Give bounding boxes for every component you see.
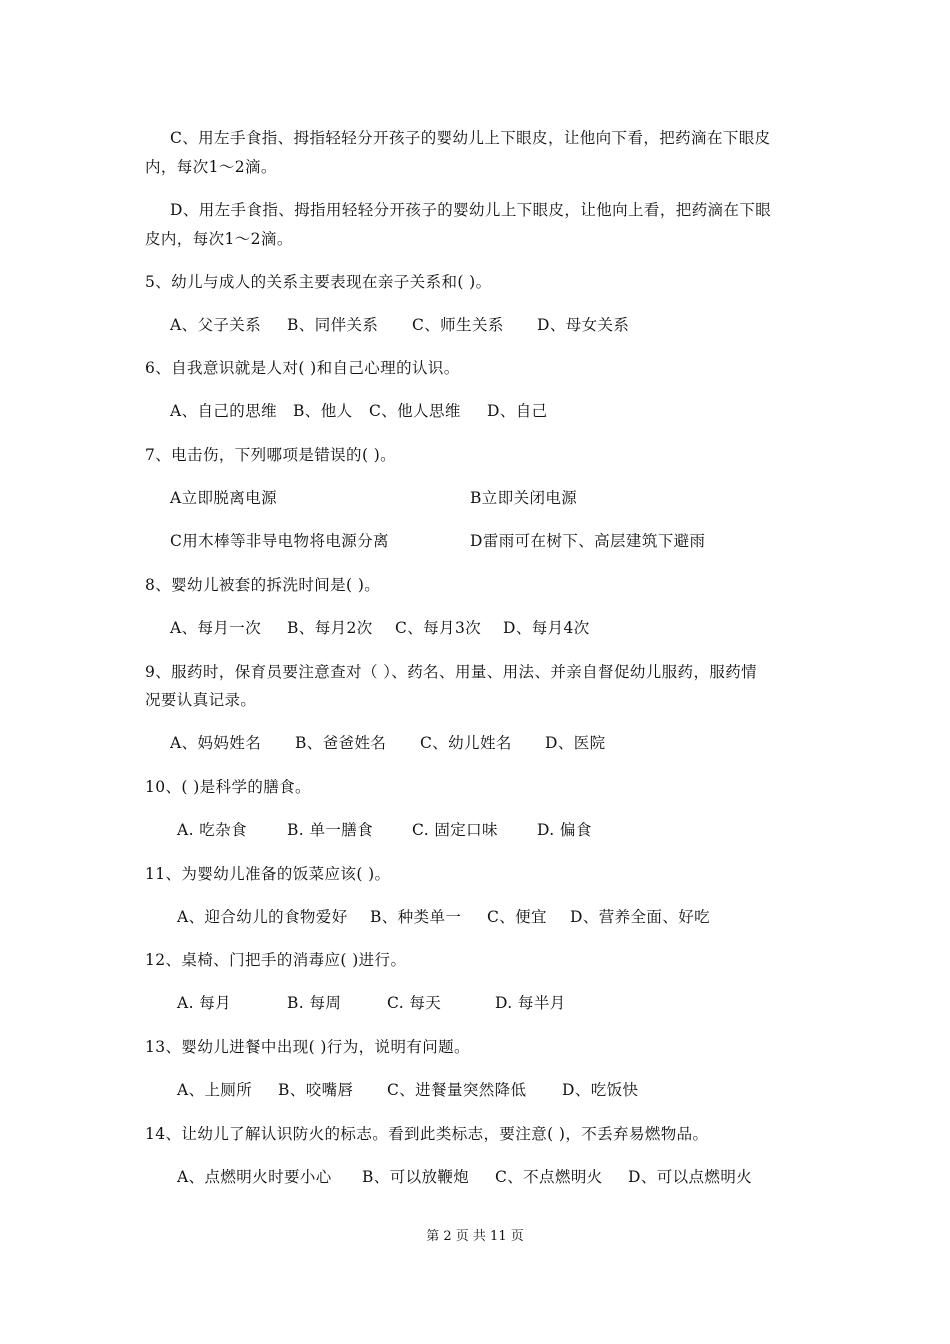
q10-option-a: A. 吃杂食	[177, 821, 247, 839]
q4-option-c-line1: C、用左手食指、拇指轻轻分开孩子的婴幼儿上下眼皮，让他向下看，把药滴在下眼皮	[170, 129, 771, 147]
q11-option-c: C、便宜	[487, 908, 547, 926]
q4-option-c-line2: 内，每次1～2滴。	[145, 158, 277, 176]
q4-option-d-line1: D、用左手食指、拇指用轻轻分开孩子的婴幼儿上下眼皮，让他向上看，把药滴在下眼	[170, 201, 772, 219]
q6-option-a: A、自己的思维	[170, 402, 277, 420]
q14-stem: 14、让幼儿了解认识防火的标志。看到此类标志，要注意( )，不丢弃易燃物品。	[145, 1125, 709, 1143]
q9-stem-line2: 况要认真记录。	[145, 691, 257, 709]
q6-option-c: C、他人思维	[369, 402, 461, 420]
q7-stem: 7、电击伤，下列哪项是错误的( )。	[145, 446, 397, 464]
q8-stem: 8、婴幼儿被套的拆洗时间是( )。	[145, 576, 381, 594]
q12-option-c: C. 每天	[387, 994, 442, 1012]
q14-option-b: B、可以放鞭炮	[362, 1168, 470, 1186]
q5-option-d: D、母女关系	[537, 316, 630, 334]
q10-option-c: C. 固定口味	[412, 821, 498, 839]
q6-option-b: B、他人	[293, 402, 353, 420]
q14-option-a: A、点燃明火时要小心	[177, 1168, 332, 1186]
q11-option-b: B、种类单一	[370, 908, 462, 926]
q9-option-c: C、幼儿姓名	[420, 734, 512, 752]
q12-option-b: B. 每周	[287, 994, 342, 1012]
q5-option-c: C、师生关系	[412, 316, 504, 334]
q11-option-d: D、营养全面、好吃	[570, 908, 711, 926]
q5-option-a: A、父子关系	[170, 316, 262, 334]
q13-option-c: C、进餐量突然降低	[387, 1081, 527, 1099]
q9-option-b: B、爸爸姓名	[295, 734, 387, 752]
q13-stem: 13、婴幼儿进餐中出现( )行为，说明有问题。	[145, 1038, 470, 1056]
q12-option-d: D. 每半月	[495, 994, 566, 1012]
q10-option-b: B. 单一膳食	[287, 821, 374, 839]
q12-option-a: A. 每月	[177, 994, 232, 1012]
q8-option-a: A、每月一次	[170, 619, 262, 637]
q13-option-d: D、吃饭快	[562, 1081, 639, 1099]
q10-option-d: D. 偏食	[537, 821, 592, 839]
q12-stem: 12、桌椅、门把手的消毒应( )进行。	[145, 951, 407, 969]
q6-stem: 6、自我意识就是人对( )和自己心理的认识。	[145, 359, 460, 377]
q7-option-b: B立即关闭电源	[470, 489, 578, 507]
q7-option-c: C用木棒等非导电物将电源分离	[170, 532, 389, 550]
q5-stem: 5、幼儿与成人的关系主要表现在亲子关系和( )。	[145, 273, 492, 291]
q9-option-a: A、妈妈姓名	[170, 734, 262, 752]
q8-option-b: B、每月2次	[287, 619, 373, 637]
q4-option-d-line2: 皮内，每次1～2滴。	[145, 230, 293, 248]
page-footer: 第 2 页 共 11 页	[426, 1229, 524, 1244]
q10-stem: 10、( )是科学的膳食。	[145, 778, 311, 796]
q7-option-a: A立即脱离电源	[170, 489, 277, 507]
q8-option-d: D、每月4次	[503, 619, 590, 637]
q6-option-d: D、自己	[487, 402, 548, 420]
q9-stem-line1: 9、服药时，保育员要注意查对（ ）、药名、用量、用法、并亲自督促幼儿服药，服药情	[145, 663, 758, 681]
q8-option-c: C、每月3次	[395, 619, 482, 637]
q13-option-a: A、上厕所	[177, 1081, 253, 1099]
q13-option-b: B、咬嘴唇	[278, 1081, 354, 1099]
q9-option-d: D、医院	[545, 734, 606, 752]
q5-option-b: B、同伴关系	[287, 316, 379, 334]
q14-option-d: D、可以点燃明火	[628, 1168, 753, 1186]
q7-option-d: D雷雨可在树下、高层建筑下避雨	[470, 532, 706, 550]
q11-option-a: A、迎合幼儿的食物爱好	[177, 908, 348, 926]
q11-stem: 11、为婴幼儿准备的饭菜应该( )。	[145, 865, 391, 883]
q14-option-c: C、不点燃明火	[495, 1168, 603, 1186]
